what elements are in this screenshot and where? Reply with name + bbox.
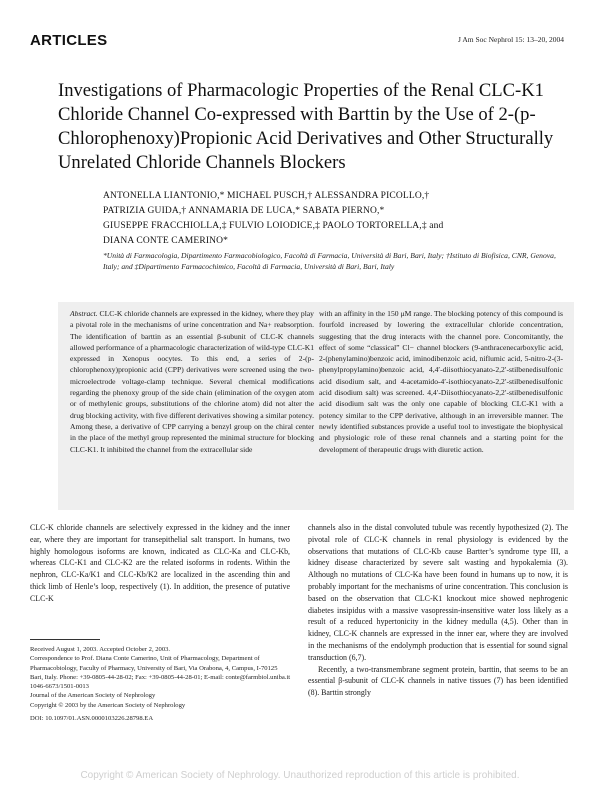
body-right-column [308, 522, 568, 699]
article-title: Investigations of Pharmacologic Properties of the Renal CLC-K1 Chloride Channel Co-expressed with Barttin by the Use of 2-(p-Chlorophenoxy)Propionic Acid Derivatives and Other Structurally Unrelated Chloride Channels Blockers [58, 80, 554, 173]
body-paragraph: CLC-K chloride channels are selectively expressed in the kidney and the inner ear, where they are important for transepithelial salt transport. In humans, two highly homologous isoforms are known, indicated as CLC-Ka and CLC-Kb, whereas CLC-K1 and CLC-K2 are the related isoforms in rodents. Within the nephron, CLC-Ka/K1 and CLC-Kb/K2 are localized in the ascending thin and thick limb of Henle’s loop, respectively (1). In addition, the presence of putative CLC-K [30, 523, 290, 603]
journal-citation: J Am Soc Nephrol 15: 13–20, 2004 [457, 35, 564, 44]
author-list [103, 189, 563, 249]
journal-name: Journal of the American Society of Nephrology [30, 692, 156, 700]
abstract-left-column [70, 308, 314, 455]
received-dates: Received August 1, 2003. Accepted October 2, 2003. [30, 646, 171, 653]
abstract-text-right: with an affinity in the 150 μM range. The blocking potency of this compound is fourfold increased by lowering the extracellular chloride concentration, suggesting that the drug interacts with the channel pore. Concomitantly, the effect of some “classical” Cl− channel blockers (9-anthracenecarboxylic acid, 2-(phenylamino)benzoic acid, iminodibenzoic acid, niflumic acid, 5-nitro-2-(3-phenylpropylamino)benzoic acid, 4,4′-diisothiocyanato-2,2′-stilbenedisulfonic acid disodium salt, and 4-acetamido-4′-isothiocyanato-2,2′-stilbenedisulfonic acid disodium salt) was screened. 4,4′-Diisothiocyanato-2,2′-stilbenedisulfonic acid disodium salt was the only one capable of blocking CLC-K1 with a potency similar to the CPP derivative, although in an irreversible manner. The newly identified substances provide a useful tool to investigate the biophysical and physiologic role of these renal channels and a starting point for the development of therapeutic drugs with diuretic action. [319, 309, 563, 454]
section-label: ARTICLES [30, 32, 108, 49]
body-paragraph: channels also in the distal convoluted tubule was recently hypothesized (2). The pivotal role of CLC-K channels in renal physiology is evidenced by the observations that mutations of CLC-Kb cause Bartter’s syndrome type III, a kidney disease characterized by severe salt wasting and hypokalemia (3). Although no mutations of CLC-Ka have been found in humans up to now, it is probably important for the mechanisms of urine concentration. This conclusion is based on the observation that CLC-K1 knockout mice showed nephrogenic diabetes insipidus with a massive vasopressin-insensitive water loss likely as a result of a reduced hypertonicity in the kidney medulla (4,5). Other than in kidney, CLC-K channels are expressed in the inner ear, where they are involved in the mechanisms of the endolymph production that is essential for sound signal transduction (6,7). [308, 523, 568, 662]
issn: 1046-6673/1501-0013 [30, 683, 89, 691]
author-line: PATRIZIA GUIDA,† ANNAMARIA DE LUCA,* SABATA PIERNO,* [103, 206, 385, 216]
correspondence: Correspondence to Prof. Diana Conte Camerino, Unit of Pharmacology, Department of Pharmacobiology, Faculty of Pharmacy, University of Bari, Via Orabona, 4, Campus, I-70125 Bari, Italy. Phone: +39-0805-44-28-02; Fax: +39-0805-44-28-01; E-mail: conte@farmbiol.uniba.it [30, 655, 291, 681]
body-paragraph: Recently, a two-transmembrane segment protein, barttin, that seems to be an essential β-subunit of CLC-K channels in native tissues (7) has been identified (8). Barttin strongly [308, 664, 568, 698]
author-line: GIUSEPPE FRACCHIOLLA,‡ FULVIO LOIODICE,‡ PAOLO TORTORELLA,‡ and [103, 221, 444, 231]
footnotes [30, 645, 292, 723]
abstract-label: Abstract. [70, 309, 98, 318]
abstract-box [58, 302, 574, 510]
copyright-line: Copyright © 2003 by the American Society of Nephrology [30, 701, 186, 709]
footnote-divider [30, 639, 100, 640]
doi: DOI: 10.1097/01.ASN.0000103226.28798.EA [30, 715, 154, 723]
author-line: ANTONELLA LIANTONIO,* MICHAEL PUSCH,† ALESSANDRA PICOLLO,† [103, 191, 430, 201]
abstract-right-column [319, 308, 563, 455]
body-left-column [30, 522, 290, 605]
abstract-text-left: CLC-K chloride channels are expressed in the kidney, where they play a pivotal role in the mechanisms of urine concentration and Na+ reabsorption. The identification of barttin as an essential β-subunit of CLC-K channels allowed performance of a pharmacologic characterization of wild-type CLC-K1 expressed in Xenopus oocytes. To this end, a series of 2-(p-chlorophenoxy)propionic acid (CPP) derivatives were screened using the two-microelectrode voltage-clamp technique. Several chemical modifications regarding the phenoxy group of the side chain (elimination of the oxygen atom or of methylenic groups, substitutions of the chlorine atom) did not alter the drug blocking activity, with five different derivatives showing a similar potency. Among these, a derivative of CPP carrying a benzyl group on the chiral center in the place of the methyl group represented the minimal structure for blocking CLC-K1. It inhibited the channel from the extracellular side [70, 309, 314, 454]
copyright-watermark: Copyright © American Society of Nephrology. Unauthorized reproduction of this article is prohibited. [80, 770, 520, 781]
affiliations: *Unità di Farmacologia, Dipartimento Farmacobiologico, Facoltà di Farmacia, Università di Bari, Bari, Italy; †Istituto di Biofisica, CNR, Genova, Italy; and ‡Dipartimento Farmacochimico, Facoltà di Farmacia, Università di Bari, Bari, Italy [103, 251, 556, 272]
author-line: DIANA CONTE CAMERINO* [103, 236, 229, 246]
